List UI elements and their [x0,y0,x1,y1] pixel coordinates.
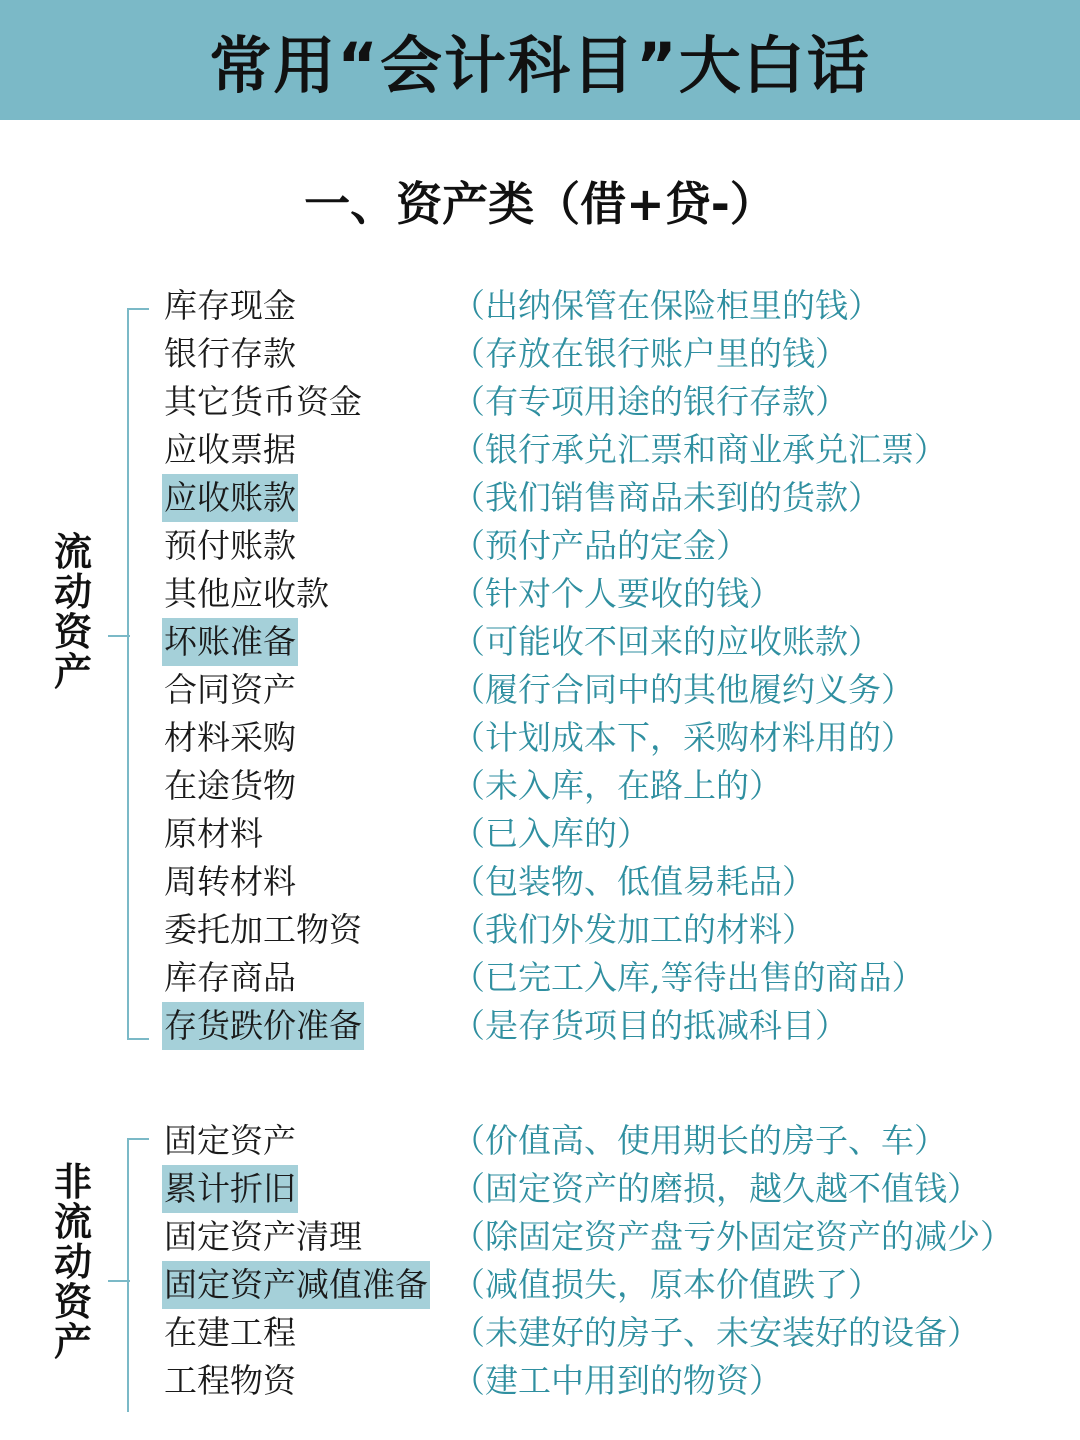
list-item [0,1117,1080,1165]
account-description: （已完工入库,等待出售的商品） [452,958,925,997]
group-label: 流 动 资 产 [53,530,92,694]
list-item [0,762,1080,810]
account-description: （可能收不回来的应收账款） [452,622,881,661]
page-title: 常用“会计科目”大白话 [209,28,871,102]
list-item [0,1309,1080,1357]
list-item [0,1213,1080,1261]
list-item [0,954,1080,1002]
section-title: 一、资产类（借+贷-） [304,177,776,231]
list-item [0,1002,1080,1050]
account-description: （履行合同中的其他履约义务） [452,670,914,709]
account-term: 存货跌价准备 [162,1002,364,1050]
account-description: （固定资产的磨损，越久越不值钱） [452,1169,980,1208]
list-item [0,1165,1080,1213]
account-description: （有专项用途的银行存款） [452,382,848,421]
account-description: （我们销售商品未到的货款） [452,478,881,517]
list-item [0,426,1080,474]
account-term: 预付账款 [164,526,296,565]
account-term: 原材料 [164,814,263,853]
account-term: 其它货币资金 [164,382,362,421]
account-term: 固定资产 [164,1121,296,1160]
account-term: 委托加工物资 [164,910,362,949]
account-term: 固定资产减值准备 [162,1261,430,1309]
account-description: （建工中用到的物资） [452,1361,782,1400]
account-description: （是存货项目的抵减科目） [452,1006,848,1045]
list-item [0,522,1080,570]
account-description: （银行承兑汇票和商业承兑汇票） [452,430,947,469]
account-term: 应收票据 [164,430,296,469]
account-description: （包装物、低值易耗品） [452,862,815,901]
group-noncurrent-assets [0,1116,1080,1416]
account-term: 其他应收款 [164,574,329,613]
account-description: （我们外发加工的材料） [452,910,815,949]
list-item [0,858,1080,906]
account-term: 材料采购 [164,718,296,757]
group-label: 非 流 动 资 产 [53,1160,92,1364]
account-term: 在建工程 [164,1313,296,1352]
list-item [0,1261,1080,1309]
list-item [0,570,1080,618]
account-description: （除固定资产盘亏外固定资产的减少） [452,1217,1013,1256]
list-item [0,282,1080,330]
account-term: 固定资产清理 [164,1217,362,1256]
account-description: （未入库，在路上的） [452,766,782,805]
account-description: （针对个人要收的钱） [452,574,782,613]
account-term: 周转材料 [164,862,296,901]
account-description: （存放在银行账户里的钱） [452,334,848,373]
list-item [0,906,1080,954]
account-term: 应收账款 [162,474,298,522]
account-description: （计划成本下，采购材料用的） [452,718,914,757]
list-item [0,810,1080,858]
account-description: （出纳保管在保险柜里的钱） [452,286,881,325]
list-item [0,618,1080,666]
list-item [0,330,1080,378]
account-term: 库存商品 [164,958,296,997]
group-current-assets [0,280,1080,1060]
account-term: 累计折旧 [162,1165,298,1213]
account-term: 在途货物 [164,766,296,805]
account-description: （价值高、使用期长的房子、车） [452,1121,947,1160]
title-banner [0,0,1080,120]
account-term: 坏账准备 [162,618,298,666]
list-item [0,474,1080,522]
list-item [0,714,1080,762]
list-item [0,666,1080,714]
account-description: （预付产品的定金） [452,526,749,565]
list-item [0,1357,1080,1405]
account-term: 合同资产 [164,670,296,709]
account-description: （减值损失，原本价值跌了） [452,1265,881,1304]
account-term: 银行存款 [164,334,296,373]
account-term: 工程物资 [164,1361,296,1400]
account-term: 库存现金 [164,286,296,325]
account-description: （已入库的） [452,814,650,853]
list-item [0,378,1080,426]
account-description: （未建好的房子、未安装好的设备） [452,1313,980,1352]
